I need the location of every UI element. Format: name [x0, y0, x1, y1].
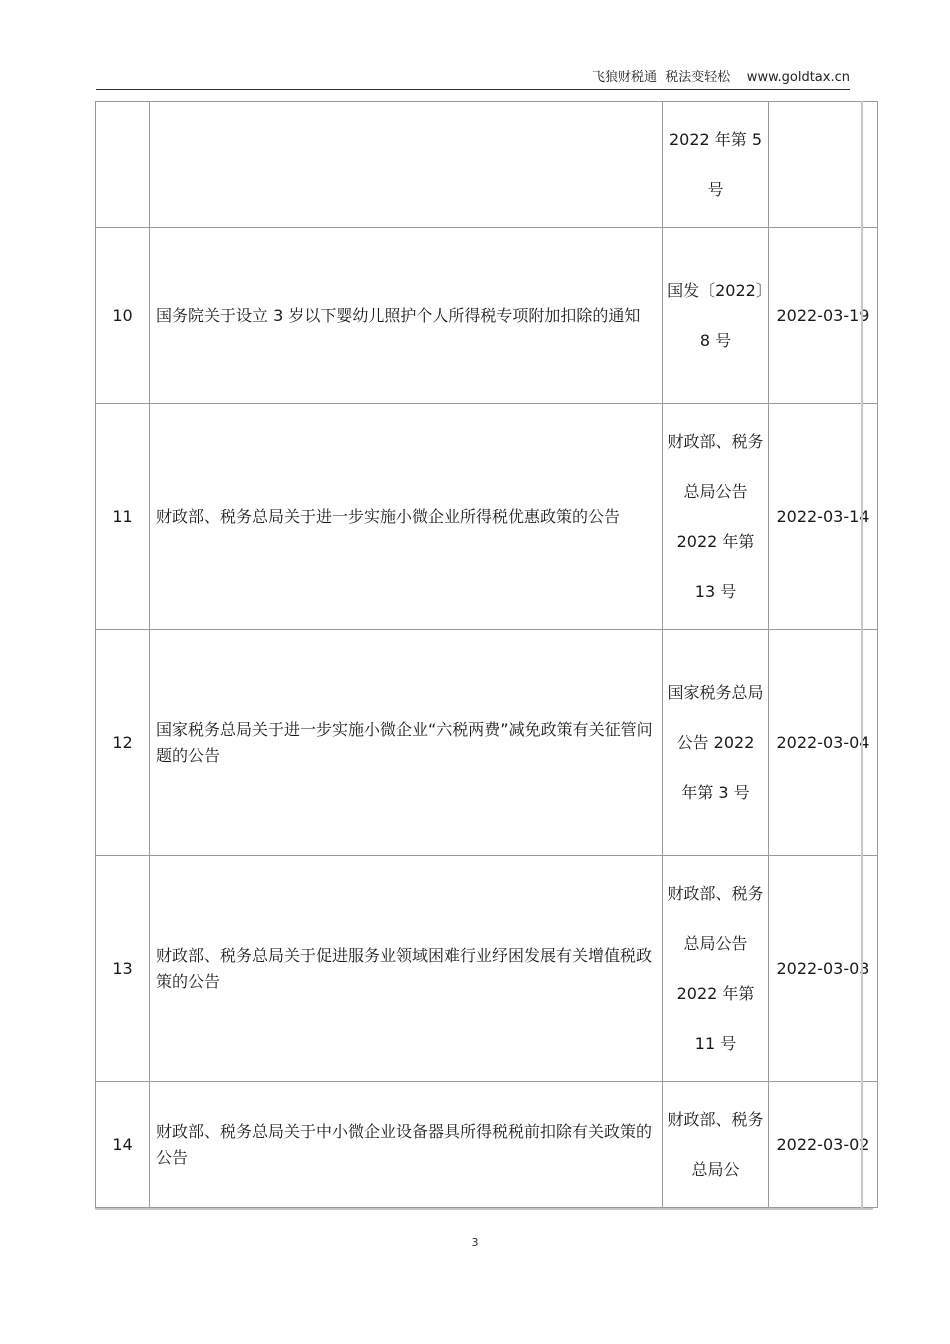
issue-date: 2022-03-04	[769, 630, 878, 856]
row-number	[96, 102, 150, 228]
document-number: 国发〔2022〕8 号	[663, 228, 769, 404]
row-number: 13	[96, 856, 150, 1082]
table-row	[96, 630, 878, 856]
document-number: 财政部、税务总局公告 2022 年第 13 号	[663, 404, 769, 630]
header-rule	[96, 89, 850, 90]
table-row	[96, 102, 878, 228]
document-number: 财政部、税务总局公	[663, 1082, 769, 1208]
table-row	[96, 404, 878, 630]
policy-table	[95, 101, 878, 1208]
page-number: 3	[471, 1236, 479, 1249]
issue-date: 2022-03-02	[769, 1082, 878, 1208]
table-row	[96, 1082, 878, 1208]
table-row	[96, 856, 878, 1082]
row-number: 10	[96, 228, 150, 404]
table-shadow-bottom	[95, 1208, 873, 1210]
table-shadow-right	[861, 101, 863, 1209]
document-number: 2022 年第 5 号	[663, 102, 769, 228]
document-number: 财政部、税务总局公告 2022 年第 11 号	[663, 856, 769, 1082]
issue-date: 2022-03-14	[769, 404, 878, 630]
policy-title: 财政部、税务总局关于促进服务业领域困难行业纾困发展有关增值税政策的公告	[150, 856, 663, 1082]
policy-title: 国家税务总局关于进一步实施小微企业“六税两费”减免政策有关征管问题的公告	[150, 630, 663, 856]
issue-date: 2022-03-19	[769, 228, 878, 404]
table-row	[96, 228, 878, 404]
policy-title: 财政部、税务总局关于中小微企业设备器具所得税税前扣除有关政策的公告	[150, 1082, 663, 1208]
policy-table-container	[95, 101, 878, 1208]
row-number: 12	[96, 630, 150, 856]
page-header: 飞狼财税通 税法变轻松 www.goldtax.cn	[592, 70, 850, 85]
row-number: 14	[96, 1082, 150, 1208]
document-number: 国家税务总局公告 2022 年第 3 号	[663, 630, 769, 856]
row-number: 11	[96, 404, 150, 630]
policy-title: 国务院关于设立 3 岁以下婴幼儿照护个人所得税专项附加扣除的通知	[150, 228, 663, 404]
policy-title: 财政部、税务总局关于进一步实施小微企业所得税优惠政策的公告	[150, 404, 663, 630]
issue-date: 2022-03-03	[769, 856, 878, 1082]
policy-title	[150, 102, 663, 228]
